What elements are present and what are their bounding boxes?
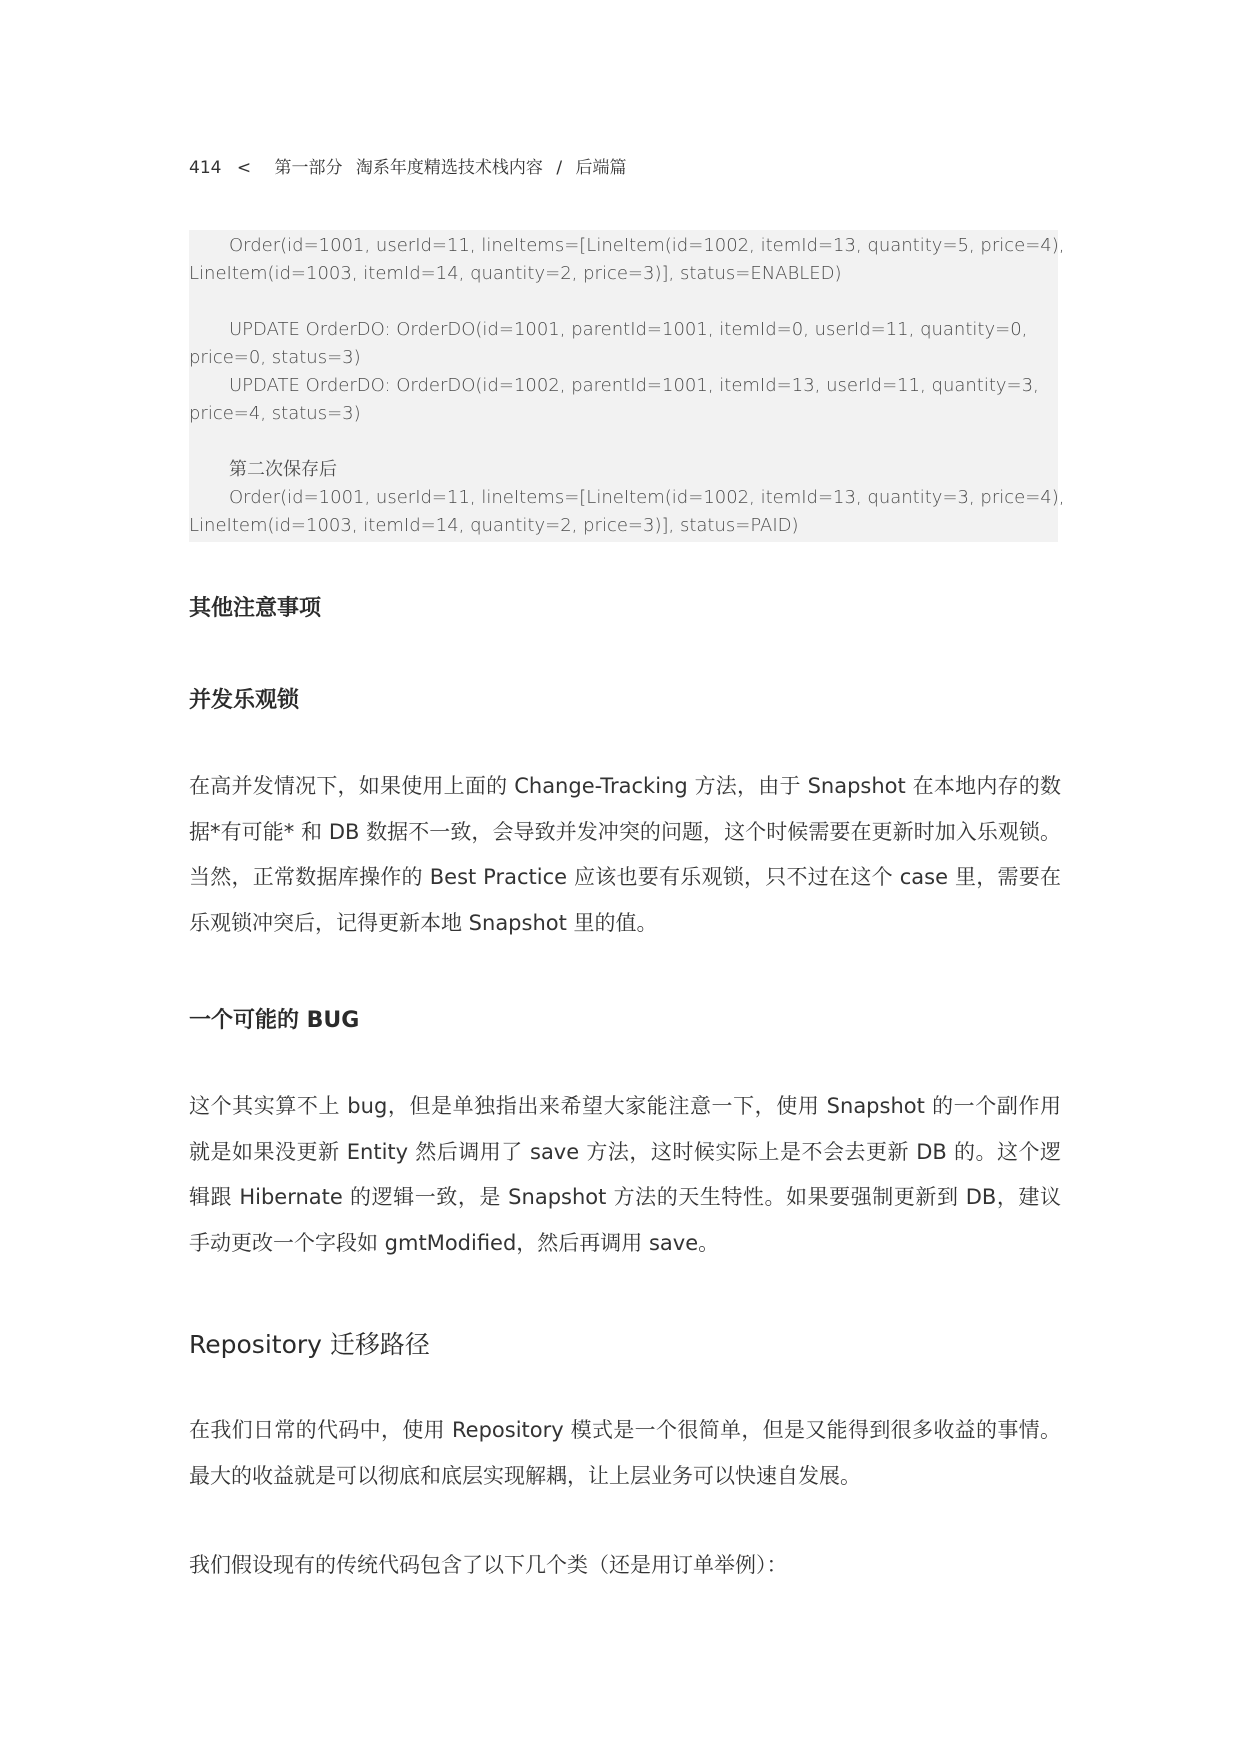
header-separator: / bbox=[556, 158, 563, 178]
header-part: 第一部分 bbox=[274, 158, 343, 178]
paragraph-assumption: 我们假设现有的传统代码包含了以下几个类（还是用订单举例）： bbox=[189, 1553, 788, 1577]
page-number: 414 bbox=[189, 158, 222, 178]
code-block bbox=[189, 230, 1065, 542]
code-line: price=0, status=3) bbox=[189, 347, 361, 368]
code-line: UPDATE OrderDO: OrderDO(id=1001, parentId=1001, itemId=0, userId=11, quantity=0, bbox=[229, 319, 1028, 340]
paragraph-optimistic-lock: 在高并发情况下，如果使用上面的 Change-Tracking 方法，由于 Snapshot 在本地内存的数据*有可能* 和 DB 数据不一致，会导致并发冲突的问题，这个时候需要在更新时加入乐观锁。当然，正常数据库操作的 Best Practice 应该也要有乐观锁，只不过在这个 case 里，需要在乐观锁冲突后，记得更新本地 Snapshot 里的值。 bbox=[189, 774, 1061, 935]
page-header bbox=[189, 153, 626, 178]
code-line: 第二次保存后 bbox=[229, 459, 337, 480]
code-line: Order(id=1001, userId=11, lineItems=[LineItem(id=1002, itemId=13, quantity=5, price=4), bbox=[229, 235, 1065, 256]
heading-repository-migration: Repository 迁移路径 bbox=[189, 1330, 430, 1359]
chevron-left-icon: < bbox=[236, 158, 252, 178]
code-line: Order(id=1001, userId=11, lineItems=[LineItem(id=1002, itemId=13, quantity=3, price=4), bbox=[229, 487, 1065, 508]
code-line: UPDATE OrderDO: OrderDO(id=1002, parentId=1001, itemId=13, userId=11, quantity=3, bbox=[229, 375, 1039, 396]
header-book-title: 淘系年度精选技术栈内容 bbox=[355, 158, 543, 178]
heading-optimistic-lock: 并发乐观锁 bbox=[189, 688, 300, 713]
code-line: price=4, status=3) bbox=[189, 403, 361, 424]
paragraph-possible-bug: 这个其实算不上 bug，但是单独指出来希望大家能注意一下，使用 Snapshot 的一个副作用就是如果没更新 Entity 然后调用了 save 方法，这时候实际上是不会去更新 DB 的。这个逻辑跟 Hibernate 的逻辑一致，是 Snapshot 方法的天生特性。如果要强制更新到 DB，建议手动更改一个字段如 gmtModified，然后再调用 save。 bbox=[189, 1094, 1061, 1255]
code-line: LineItem(id=1003, itemId=14, quantity=2, price=3)], status=ENABLED) bbox=[189, 263, 842, 284]
header-section: 后端篇 bbox=[575, 158, 627, 178]
heading-other-notes: 其他注意事项 bbox=[189, 596, 322, 621]
code-line: LineItem(id=1003, itemId=14, quantity=2, price=3)], status=PAID) bbox=[189, 515, 799, 536]
heading-possible-bug: 一个可能的 BUG bbox=[189, 1008, 360, 1033]
paragraph-repository-migration: 在我们日常的代码中，使用 Repository 模式是一个很简单，但是又能得到很多收益的事情。最大的收益就是可以彻底和底层实现解耦，让上层业务可以快速自发展。 bbox=[189, 1418, 1061, 1488]
